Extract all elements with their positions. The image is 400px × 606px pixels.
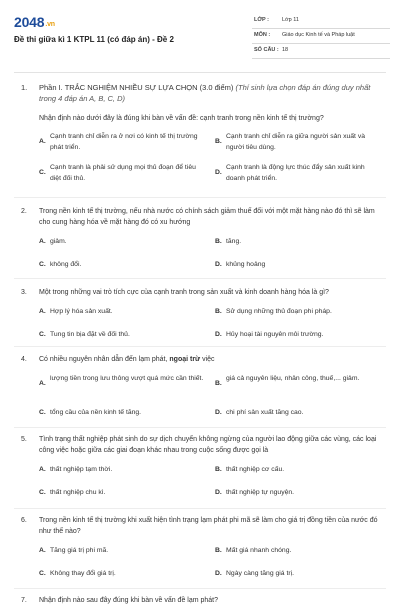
- info-row-question-count: [252, 44, 390, 59]
- section-heading: [0, 82, 400, 104]
- option-letter: C.: [39, 169, 46, 176]
- option-letter: D.: [215, 331, 222, 338]
- page-header: [0, 0, 400, 72]
- info-label: LỚP :: [254, 17, 269, 23]
- info-value: Giáo dục Kinh tế và Pháp luật: [282, 32, 355, 38]
- option-text: Hủy hoại tài nguyên môi trường.: [226, 331, 324, 338]
- option-letter: D.: [215, 409, 222, 416]
- question-text: Trong nền kinh tế thị trường, nếu nhà nước có chính sách giảm thuế đối với một mặt hàng nào đó thì sẽ làm cho cung hàng hóa về mặt hàng đó có xu hướng: [39, 208, 375, 226]
- option-a[interactable]: [39, 307, 204, 318]
- question-block-3: [0, 287, 400, 338]
- question-text: Nhận định nào sau đây đúng khi bàn về vấn đề lạm phát?: [39, 597, 219, 604]
- option-c[interactable]: [39, 163, 204, 184]
- info-value: Lớp 11: [282, 17, 299, 23]
- option-letter: B.: [215, 547, 222, 554]
- option-d[interactable]: [215, 260, 380, 271]
- option-text: chi phí sản xuất tăng cao.: [226, 409, 304, 416]
- option-c[interactable]: [39, 488, 204, 499]
- question-stem: [0, 354, 400, 365]
- option-letter: D.: [215, 570, 222, 577]
- option-text: Không thay đổi giá trị.: [50, 570, 116, 577]
- question-block-5: [0, 434, 400, 496]
- question-block-4: [0, 354, 400, 416]
- option-a[interactable]: [39, 546, 204, 557]
- option-letter: A.: [39, 308, 46, 315]
- option-a[interactable]: [39, 237, 204, 248]
- option-text: Hợp lý hóa sản xuất.: [50, 308, 113, 315]
- option-text: lượng tiền trong lưu thông vượt quá mức cần thiết.: [50, 375, 204, 382]
- question-divider: [14, 508, 386, 509]
- option-text: thất nghiệp chu kì.: [50, 489, 106, 496]
- option-d[interactable]: [215, 330, 380, 341]
- section-instruction: (Thí sinh lựa chọn đáp án đúng duy nhất trong 4 đáp án A, B, C, D): [39, 83, 371, 103]
- info-label: SỐ CÂU :: [254, 47, 279, 53]
- question-stem: Nhận định nào dưới đây là đúng khi bàn về vấn đề: cạnh tranh trong nền kinh tế thị trường?: [39, 115, 324, 122]
- info-label: MÔN :: [254, 32, 271, 38]
- question-number: 2.: [21, 208, 27, 215]
- option-text: Cạnh tranh chỉ diễn ra giữa người sản xuất và người tiêu dùng.: [226, 133, 366, 151]
- question-stem: [0, 434, 400, 456]
- option-a[interactable]: [39, 465, 204, 476]
- option-c[interactable]: [39, 260, 204, 271]
- option-text: Sử dụng những thủ đoạn phi pháp.: [226, 308, 332, 315]
- option-text: Cạnh tranh là động lực thúc đẩy sản xuất kinh doanh phát triển.: [226, 164, 365, 182]
- question-divider: [14, 346, 386, 347]
- option-letter: B.: [215, 238, 222, 245]
- question-number: 3.: [21, 289, 27, 296]
- site-logo[interactable]: 2048.vn: [14, 14, 55, 30]
- option-letter: B.: [215, 308, 222, 315]
- option-text: thất nghiệp tự nguyện.: [226, 489, 295, 496]
- question-text: Có nhiều nguyên nhân dẫn đến lạm phát,: [39, 356, 170, 363]
- option-d[interactable]: [215, 408, 380, 419]
- option-text: Tung tin bịa đặt về đối thủ.: [50, 331, 130, 338]
- question-block-7: [0, 595, 400, 606]
- info-row-class: [252, 14, 390, 29]
- option-text: giá cả nguyên liệu, nhân công, thuế,... giảm.: [226, 375, 360, 382]
- option-text: Tăng giá trị phi mã.: [50, 547, 109, 554]
- option-c[interactable]: [39, 569, 204, 580]
- option-text: tổng cầu của nền kinh tế tăng.: [50, 409, 142, 416]
- question-number: 5.: [21, 436, 27, 443]
- option-letter: D.: [215, 169, 222, 176]
- question-stem: [0, 515, 400, 537]
- option-letter: B.: [215, 466, 222, 473]
- option-b[interactable]: [215, 132, 380, 153]
- exam-info-table: [252, 14, 390, 59]
- header-divider: [14, 72, 386, 73]
- option-text: Cạnh tranh là phải sử dụng mọi thủ đoạn để tiêu diệt đối thủ.: [50, 164, 196, 182]
- question-number: 4.: [21, 356, 27, 363]
- question-text-end: việc: [200, 356, 215, 363]
- option-b[interactable]: [215, 307, 380, 318]
- question-divider: [14, 588, 386, 589]
- question-number: 6.: [21, 517, 27, 524]
- question-divider: [14, 427, 386, 428]
- question-divider: [14, 197, 386, 198]
- option-letter: D.: [215, 261, 222, 268]
- question-text: Một trong những vai trò tích cực của cạnh tranh trong sản xuất và kinh doanh hàng hóa là gì?: [39, 289, 329, 296]
- option-letter: C.: [39, 409, 46, 416]
- question-number: 1.: [21, 83, 28, 92]
- option-letter: A.: [39, 238, 46, 245]
- option-letter: B.: [215, 138, 222, 145]
- option-letter: A.: [39, 466, 46, 473]
- option-text: không đổi.: [50, 261, 82, 268]
- question-stem: [0, 595, 400, 606]
- option-letter: B.: [215, 380, 222, 387]
- option-c[interactable]: [39, 330, 204, 341]
- question-block-1: [0, 82, 400, 182]
- option-text: tăng.: [226, 238, 242, 245]
- question-block-6: [0, 515, 400, 577]
- question-stem: [0, 206, 400, 228]
- option-text: Mất giá nhanh chóng.: [226, 547, 292, 554]
- question-divider: [14, 278, 386, 279]
- option-a[interactable]: [39, 374, 204, 385]
- info-row-subject: [252, 29, 390, 44]
- question-number: 7.: [21, 597, 27, 604]
- question-emphasis: ngoại trừ: [169, 356, 201, 363]
- option-d[interactable]: [215, 569, 380, 580]
- option-text: thất nghiệp tạm thời.: [50, 466, 113, 473]
- option-letter: A.: [39, 380, 46, 387]
- option-c[interactable]: [39, 408, 204, 419]
- option-b[interactable]: [215, 465, 380, 476]
- question-text: Trong nền kinh tế thị trường khi xuất hiện tình trạng lạm phát phi mã sẽ làm cho giá trị đồng tiền của nước đó như thế nào?: [39, 517, 378, 535]
- option-b[interactable]: [215, 237, 380, 248]
- option-letter: C.: [39, 570, 46, 577]
- option-letter: C.: [39, 331, 46, 338]
- exam-title: Đề thi giữa kì 1 KTPL 11 (có đáp án) - Đề 2: [14, 35, 174, 44]
- question-block-2: [0, 206, 400, 268]
- question-stem: [0, 287, 400, 298]
- option-letter: C.: [39, 489, 46, 496]
- option-text: giảm.: [50, 238, 67, 245]
- option-letter: A.: [39, 138, 46, 145]
- option-a[interactable]: [39, 132, 204, 153]
- option-text: khủng hoảng: [226, 261, 266, 268]
- section-title: Phần I. TRẮC NGHIỆM NHIỀU SỰ LỰA CHỌN (3.0 điểm): [39, 83, 234, 92]
- option-text: Ngày càng tăng giá trị.: [226, 570, 295, 577]
- option-letter: C.: [39, 261, 46, 268]
- option-text: thất nghiệp cơ cấu.: [226, 466, 285, 473]
- question-text: Tình trạng thất nghiệp phát sinh do sự dịch chuyển không ngừng của người lao động giữa các vùng, các loại công việc hoặc giữa các giai đoạn khác nhau trong cuộc sống được gọi là: [39, 436, 377, 454]
- info-value: 18: [282, 47, 289, 53]
- option-b[interactable]: [215, 374, 380, 385]
- option-text: Cạnh tranh chỉ diễn ra ở nơi có kinh tế thị trường phát triển.: [50, 133, 198, 151]
- option-letter: A.: [39, 547, 46, 554]
- option-d[interactable]: [215, 488, 380, 499]
- option-letter: D.: [215, 489, 222, 496]
- option-b[interactable]: [215, 546, 380, 557]
- option-d[interactable]: [215, 163, 380, 184]
